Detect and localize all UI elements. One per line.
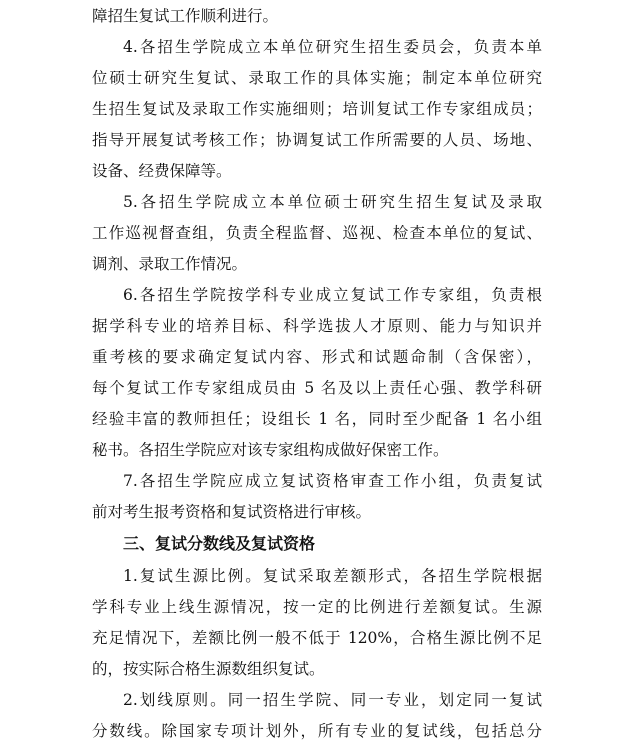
text-line: 调剂、录取工作情况。 (92, 255, 248, 273)
text-line: 据学科专业的培养目标、科学选拔人才原则、能力与知识并 (92, 317, 542, 335)
text-line: 重考核的要求确定复试内容、形式和试题命制（含保密）， (92, 348, 542, 366)
text-line: 4.各招生学院成立本单位研究生招生委员会，负责本单 (123, 38, 542, 56)
text-line: 秘书。各招生学院应对该专家组构成做好保密工作。 (92, 441, 449, 459)
section-heading: 三、复试分数线及复试资格 (123, 534, 316, 553)
text-line: 前对考生报考资格和复试资格进行审核。 (92, 503, 372, 521)
text-line: 7.各招生学院应成立复试资格审查工作小组，负责复试 (123, 472, 542, 490)
text-line: 学科专业上线生源情况，按一定的比例进行差额复试。生源 (92, 598, 542, 616)
text-line: 工作巡视督查组，负责全程监督、巡视、检查本单位的复试、 (92, 224, 542, 242)
text-line: 设备、经费保障等。 (92, 162, 232, 180)
text-line: 经验丰富的教师担任；设组长 1 名，同时至少配备 1 名小组 (92, 410, 542, 428)
text-line: 每个复试工作专家组成员由 5 名及以上责任心强、教学科研 (92, 379, 542, 397)
text-line: 生招生复试及录取工作实施细则；培训复试工作专家组成员； (92, 100, 542, 118)
text-line: 6.各招生学院按学科专业成立复试工作专家组，负责根 (123, 286, 542, 304)
text-line: 位硕士研究生复试、录取工作的具体实施；制定本单位研究 (92, 69, 542, 87)
text-line: 的，按实际合格生源数组织复试。 (92, 660, 325, 678)
text-line: 障招生复试工作顺利进行。 (92, 7, 279, 25)
text-line: 5.各招生学院成立本单位硕士研究生招生复试及录取 (123, 193, 542, 211)
text-line: 分数线。除国家专项计划外，所有专业的复试线，包括总分 (92, 722, 542, 740)
text-line: 指导开展复试考核工作；协调复试工作所需要的人员、场地、 (92, 131, 542, 149)
text-line: 1.复试生源比例。复试采取差额形式，各招生学院根据 (123, 567, 542, 585)
text-line: 充足情况下，差额比例一般不低于 120%，合格生源比例不足 (92, 629, 542, 647)
text-line: 2.划线原则。同一招生学院、同一专业，划定同一复试 (123, 691, 542, 709)
